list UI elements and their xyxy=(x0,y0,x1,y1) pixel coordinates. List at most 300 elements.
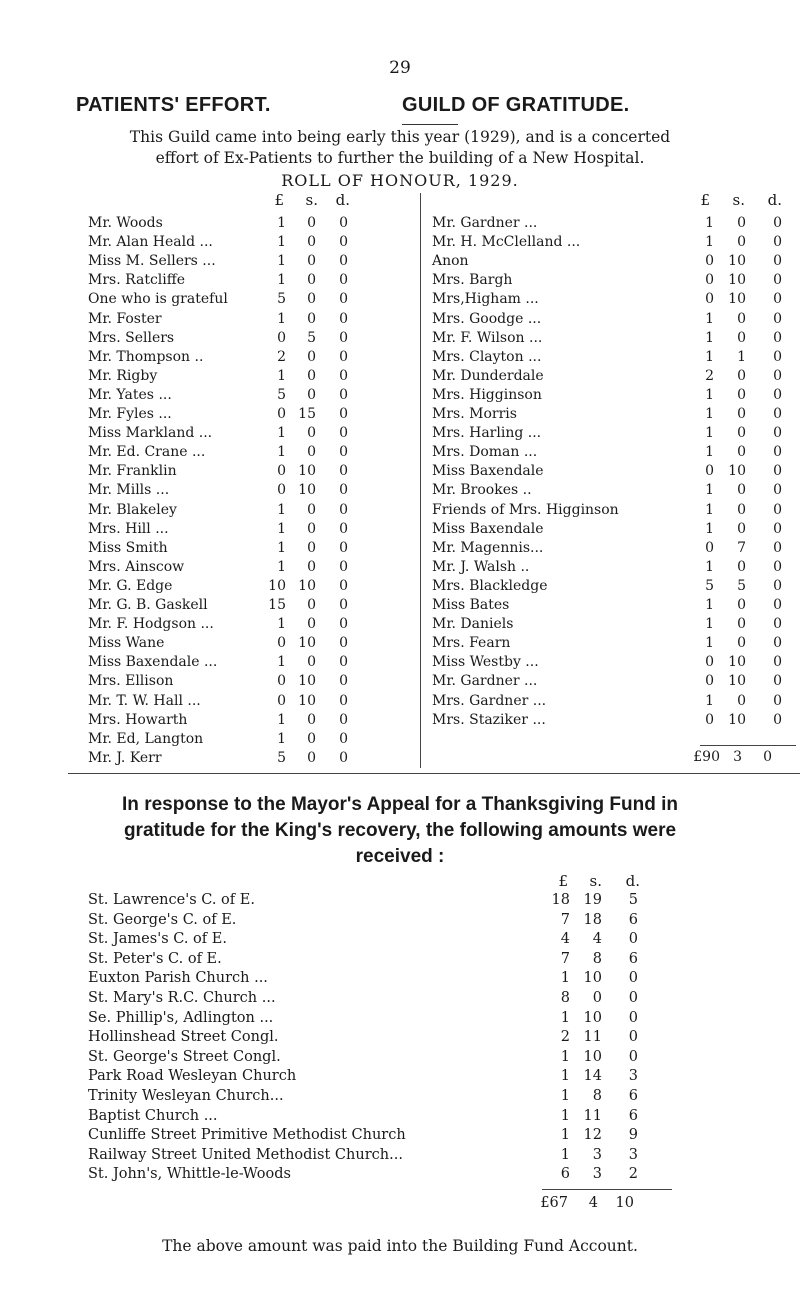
entry-pence: 0 xyxy=(339,692,348,709)
entry-pounds: 1 xyxy=(705,558,714,575)
entry-pence: 3 xyxy=(628,1068,638,1085)
entry-name: Mr. Foster xyxy=(88,310,162,327)
entry-pounds: 0 xyxy=(277,673,286,690)
appeal-total-rule xyxy=(542,1189,672,1190)
roll-entry xyxy=(432,671,796,691)
entry-pounds: 0 xyxy=(705,272,714,289)
entry-shillings: 4 xyxy=(592,931,602,948)
entry-name: Mrs. Higginson xyxy=(432,386,542,403)
entry-name: One who is grateful xyxy=(88,291,228,308)
entry-name: Mr. Ed. Crane ... xyxy=(88,444,206,461)
appeal-entry xyxy=(88,1086,648,1106)
shillings-header: s. xyxy=(732,191,745,209)
roll-entry xyxy=(432,691,796,711)
roll-entry xyxy=(432,633,796,653)
entry-pounds: 1 xyxy=(277,444,286,461)
entry-pence: 0 xyxy=(773,597,782,613)
entry-name: Mrs. Morris xyxy=(432,406,517,422)
entry-name: Mr. Rigby xyxy=(88,367,158,384)
entry-pounds: 0 xyxy=(277,329,286,346)
entry-shillings: 0 xyxy=(307,539,316,556)
entry-name: Mrs. Blackledge xyxy=(432,577,548,594)
entry-name: Mr. Brookes .. xyxy=(432,482,532,499)
entry-name: Mrs. Sellers xyxy=(88,329,175,346)
entry-pounds: 1 xyxy=(705,616,714,633)
entry-pence: 0 xyxy=(773,253,782,270)
entry-pence: 0 xyxy=(339,635,348,652)
entry-shillings: 0 xyxy=(307,367,316,384)
entry-name: Mrs. Harling ... xyxy=(432,425,542,442)
entry-pence: 0 xyxy=(339,310,348,327)
entry-name: St. George's C. of E. xyxy=(88,911,237,928)
entry-shillings: 10 xyxy=(728,272,746,289)
entry-pounds: 1 xyxy=(560,1127,570,1144)
entry-pounds: 0 xyxy=(705,654,714,671)
entry-pence: 0 xyxy=(773,482,782,499)
entry-pounds: 1 xyxy=(277,367,286,384)
entry-shillings: 0 xyxy=(737,367,746,384)
entry-shillings: 10 xyxy=(728,463,746,480)
entry-pence: 0 xyxy=(339,215,348,231)
entry-shillings: 0 xyxy=(307,730,316,747)
entry-pounds: 1 xyxy=(705,501,714,518)
roll-entry xyxy=(432,461,796,481)
roll-total-pounds: £90 xyxy=(693,749,720,765)
entry-shillings: 10 xyxy=(298,692,316,709)
entry-name: Anon xyxy=(432,253,469,270)
roll-entry xyxy=(432,595,796,615)
entry-pounds: 1 xyxy=(277,310,286,327)
entry-pence: 0 xyxy=(773,463,782,480)
roll-entry xyxy=(88,691,378,711)
entry-pounds: 1 xyxy=(277,654,286,671)
entry-pence: 5 xyxy=(628,892,638,908)
entry-pence: 0 xyxy=(773,329,782,346)
roll-entry xyxy=(88,729,378,749)
entry-shillings: 0 xyxy=(737,329,746,346)
entry-shillings: 0 xyxy=(307,597,316,613)
entry-shillings: 18 xyxy=(583,911,602,928)
entry-pence: 0 xyxy=(628,1048,638,1065)
entry-name: Mr. Magennis... xyxy=(432,539,544,556)
entry-pence: 0 xyxy=(773,310,782,327)
entry-pence: 0 xyxy=(773,673,782,690)
entry-pounds: 1 xyxy=(560,1146,570,1163)
entry-pounds: 5 xyxy=(277,291,286,308)
entry-shillings: 0 xyxy=(307,616,316,633)
entry-shillings: 3 xyxy=(592,1146,602,1163)
entry-name: Mr. Alan Heald ... xyxy=(88,234,213,251)
entry-shillings: 0 xyxy=(307,501,316,518)
entry-pounds: 10 xyxy=(268,577,286,594)
entry-pounds: 5 xyxy=(277,749,286,766)
entry-pounds: 1 xyxy=(277,730,286,747)
entry-pence: 0 xyxy=(339,558,348,575)
entry-name: Mr. J. Walsh .. xyxy=(432,558,530,575)
appeal-entry xyxy=(88,1027,648,1047)
entry-pounds: 15 xyxy=(268,597,286,613)
entry-pounds: 0 xyxy=(277,463,286,480)
entry-pounds: 0 xyxy=(277,692,286,709)
entry-pence: 0 xyxy=(628,931,638,948)
entry-pence: 0 xyxy=(339,520,348,537)
roll-entry xyxy=(432,442,796,462)
entry-shillings: 10 xyxy=(728,673,746,690)
entry-pounds: 0 xyxy=(705,253,714,270)
roll-entry xyxy=(432,652,796,672)
roll-entry xyxy=(432,289,796,309)
entry-name: Miss Smith xyxy=(88,539,168,556)
entry-shillings: 0 xyxy=(307,425,316,442)
entry-pounds: 0 xyxy=(705,539,714,556)
entry-pounds: 2 xyxy=(560,1029,570,1046)
appeal-total-pence: 10 xyxy=(615,1195,634,1211)
entry-shillings: 0 xyxy=(737,597,746,613)
appeal-entry xyxy=(88,890,648,910)
entry-pounds: 1 xyxy=(705,310,714,327)
column-divider xyxy=(420,193,421,768)
entry-name: Mrs. Doman ... xyxy=(432,444,538,461)
entry-name: Miss Baxendale ... xyxy=(88,654,218,671)
roll-entry xyxy=(432,423,796,443)
roll-entry xyxy=(88,652,378,672)
entry-pence: 0 xyxy=(339,367,348,384)
entry-pounds: 0 xyxy=(277,482,286,499)
roll-entry xyxy=(88,500,378,520)
entry-name: St. Peter's C. of E. xyxy=(88,950,222,967)
entry-pounds: 1 xyxy=(277,616,286,633)
entry-pounds: 1 xyxy=(705,597,714,613)
entry-name: Mr. F. Wilson ... xyxy=(432,329,543,346)
total-rule xyxy=(700,745,796,746)
entry-name: Mr. G. Edge xyxy=(88,577,173,594)
roll-entry xyxy=(88,232,378,252)
entry-shillings: 10 xyxy=(728,291,746,308)
entry-name: Mr. J. Kerr xyxy=(88,749,162,766)
entry-pounds: 1 xyxy=(560,1068,570,1085)
appeal-entry xyxy=(88,1164,648,1184)
entry-shillings: 0 xyxy=(737,386,746,403)
entry-shillings: 0 xyxy=(737,310,746,327)
entry-name: Park Road Wesleyan Church xyxy=(88,1068,297,1085)
entry-pounds: 1 xyxy=(277,711,286,728)
entry-pence: 0 xyxy=(628,990,638,1006)
entry-shillings: 3 xyxy=(592,1166,602,1183)
entry-pence: 0 xyxy=(339,654,348,671)
entry-pence: 0 xyxy=(773,234,782,251)
roll-entry xyxy=(88,347,378,367)
entry-name: Se. Phillip's, Adlington ... xyxy=(88,1009,274,1026)
roll-entry xyxy=(432,347,796,367)
page-number: 29 xyxy=(389,58,411,78)
entry-name: Mrs. Goodge ... xyxy=(432,310,542,327)
entry-name: Mrs. Clayton ... xyxy=(432,348,542,365)
entry-name: Railway Street United Methodist Church... xyxy=(88,1146,403,1163)
entry-name: Mrs. Ratcliffe xyxy=(88,272,185,289)
entry-pounds: 5 xyxy=(705,577,714,594)
entry-pounds: 1 xyxy=(705,348,714,365)
roll-entry xyxy=(88,538,378,558)
entry-shillings: 10 xyxy=(728,711,746,728)
entry-name: Miss M. Sellers ... xyxy=(88,253,216,270)
entry-shillings: 0 xyxy=(307,291,316,308)
roll-entry xyxy=(88,213,378,233)
entry-name: Mrs. Staziker ... xyxy=(432,711,546,728)
roll-entry xyxy=(432,519,796,539)
entry-pounds: 2 xyxy=(277,348,286,365)
appeal-heading xyxy=(0,792,800,870)
roll-entry xyxy=(88,423,378,443)
entry-name: Mr. Daniels xyxy=(432,616,514,633)
entry-shillings: 12 xyxy=(583,1127,602,1144)
roll-entry xyxy=(432,538,796,558)
entry-pounds: 1 xyxy=(277,272,286,289)
entry-name: Mr. Thompson .. xyxy=(88,348,204,365)
appeal-entry xyxy=(88,1125,648,1145)
entry-shillings: 0 xyxy=(737,406,746,422)
entry-name: Mr. Fyles ... xyxy=(88,406,172,422)
appeal-entry xyxy=(88,929,648,949)
entry-pounds: 1 xyxy=(560,1107,570,1124)
entry-pence: 6 xyxy=(628,911,638,928)
roll-of-honour-title: ROLL OF HONOUR, 1929. xyxy=(281,171,519,190)
entry-pounds: 1 xyxy=(705,234,714,251)
entry-name: St. John's, Whittle-le-Woods xyxy=(88,1166,291,1183)
entry-pence: 0 xyxy=(339,711,348,728)
entry-pounds: 1 xyxy=(560,1048,570,1065)
roll-entry xyxy=(432,404,796,424)
entry-pence: 3 xyxy=(628,1146,638,1163)
entry-shillings: 0 xyxy=(307,654,316,671)
entry-pence: 0 xyxy=(773,558,782,575)
entry-pence: 0 xyxy=(773,577,782,594)
entry-shillings: 1 xyxy=(737,348,746,365)
roll-entry xyxy=(432,710,796,730)
entry-pence: 0 xyxy=(339,597,348,613)
roll-entry xyxy=(88,442,378,462)
entry-shillings: 0 xyxy=(592,990,602,1006)
entry-shillings: 5 xyxy=(737,577,746,594)
entry-shillings: 0 xyxy=(307,253,316,270)
entry-name: Mr. G. B. Gaskell xyxy=(88,597,208,613)
entry-shillings: 0 xyxy=(737,635,746,652)
roll-entry xyxy=(88,480,378,500)
entry-pence: 9 xyxy=(628,1127,638,1144)
entry-pence: 0 xyxy=(339,272,348,289)
entry-pence: 0 xyxy=(773,215,782,231)
entry-name: Mr. Mills ... xyxy=(88,482,170,499)
pence-header: d. xyxy=(625,872,640,890)
entry-pence: 0 xyxy=(339,749,348,766)
entry-pence: 0 xyxy=(773,711,782,728)
entry-name: Mrs. Ellison xyxy=(88,673,174,690)
entry-pence: 0 xyxy=(339,501,348,518)
entry-pence: 0 xyxy=(773,386,782,403)
heading-rule xyxy=(402,124,458,125)
entry-pence: 0 xyxy=(773,367,782,384)
entry-pounds: 1 xyxy=(560,1009,570,1026)
entry-name: Mr. Gardner ... xyxy=(432,673,538,690)
entry-name: Mr. Woods xyxy=(88,215,163,231)
entry-shillings: 0 xyxy=(307,272,316,289)
roll-entry xyxy=(88,366,378,386)
pence-header: d. xyxy=(767,191,782,209)
entry-shillings: 0 xyxy=(737,692,746,709)
pounds-header: £ xyxy=(274,191,284,209)
roll-entry xyxy=(88,633,378,653)
entry-shillings: 0 xyxy=(737,616,746,633)
roll-entry xyxy=(432,251,796,271)
entry-pence: 0 xyxy=(339,329,348,346)
entry-pence: 0 xyxy=(773,635,782,652)
entry-pounds: 4 xyxy=(560,931,570,948)
entry-pounds: 1 xyxy=(277,215,286,231)
entry-pounds: 18 xyxy=(551,892,570,908)
appeal-entry xyxy=(88,910,648,930)
entry-name: Mrs. Hill ... xyxy=(88,520,169,537)
entry-pounds: 1 xyxy=(705,520,714,537)
appeal-entry xyxy=(88,988,648,1008)
entry-shillings: 10 xyxy=(298,673,316,690)
entry-pence: 0 xyxy=(339,673,348,690)
entry-pounds: 1 xyxy=(277,501,286,518)
appeal-heading-line: gratitude for the King's recovery, the following amounts were xyxy=(123,820,677,841)
entry-shillings: 0 xyxy=(737,501,746,518)
roll-entry xyxy=(432,576,796,596)
entry-name: Miss Baxendale xyxy=(432,463,544,480)
roll-entry xyxy=(88,309,378,329)
roll-entry xyxy=(432,309,796,329)
entry-pounds: 1 xyxy=(277,234,286,251)
pounds-header: £ xyxy=(558,872,568,890)
entry-shillings: 10 xyxy=(583,970,602,987)
entry-pence: 0 xyxy=(339,425,348,442)
entry-pence: 0 xyxy=(339,616,348,633)
entry-pounds: 1 xyxy=(705,425,714,442)
entry-pounds: 1 xyxy=(560,1088,570,1104)
entry-pence: 0 xyxy=(628,1029,638,1046)
entry-shillings: 19 xyxy=(583,892,602,908)
entry-name: Miss Westby ... xyxy=(432,654,539,671)
entry-name: Cunliffe Street Primitive Methodist Church xyxy=(88,1127,406,1144)
roll-entry xyxy=(432,614,796,634)
entry-shillings: 7 xyxy=(737,539,746,556)
appeal-entry xyxy=(88,1106,648,1126)
roll-entry xyxy=(88,251,378,271)
roll-entry xyxy=(432,328,796,348)
entry-name: Mr. Franklin xyxy=(88,463,177,480)
appeal-heading-line: received : xyxy=(355,846,445,867)
entry-shillings: 0 xyxy=(737,444,746,461)
roll-entry xyxy=(88,671,378,691)
roll-total-shillings: 3 xyxy=(733,749,742,765)
entry-shillings: 5 xyxy=(307,329,316,346)
entry-name: Mr. F. Hodgson ... xyxy=(88,616,214,633)
entry-shillings: 0 xyxy=(307,348,316,365)
entry-name: St. Mary's R.C. Church ... xyxy=(88,990,276,1006)
entry-pence: 0 xyxy=(339,386,348,403)
entry-name: Miss Baxendale xyxy=(432,520,544,537)
entry-pence: 0 xyxy=(773,272,782,289)
roll-total-pence: 0 xyxy=(763,749,772,765)
entry-shillings: 14 xyxy=(583,1068,602,1085)
entry-shillings: 0 xyxy=(307,215,316,231)
entry-name: Miss Markland ... xyxy=(88,425,213,442)
entry-pounds: 1 xyxy=(705,329,714,346)
entry-pence: 0 xyxy=(773,539,782,556)
entry-pounds: 0 xyxy=(705,463,714,480)
entry-name: Mr. T. W. Hall ... xyxy=(88,692,201,709)
entry-name: Miss Wane xyxy=(88,635,165,652)
entry-pounds: 1 xyxy=(705,215,714,231)
entry-shillings: 10 xyxy=(298,577,316,594)
roll-entry xyxy=(432,557,796,577)
entry-shillings: 11 xyxy=(583,1107,602,1124)
entry-pence: 0 xyxy=(628,970,638,987)
roll-entry xyxy=(88,461,378,481)
entry-shillings: 10 xyxy=(298,635,316,652)
entry-pence: 0 xyxy=(339,234,348,251)
entry-shillings: 15 xyxy=(298,406,316,422)
entry-shillings: 0 xyxy=(307,558,316,575)
entry-pence: 0 xyxy=(773,501,782,518)
roll-entry xyxy=(88,289,378,309)
entry-name: Mr. Gardner ... xyxy=(432,215,538,231)
roll-entry xyxy=(88,385,378,405)
entry-pounds: 0 xyxy=(705,673,714,690)
heading-guild-of-gratitude: GUILD OF GRATITUDE. xyxy=(402,94,630,116)
roll-entry xyxy=(432,500,796,520)
entry-name: Trinity Wesleyan Church... xyxy=(88,1088,284,1104)
entry-pence: 0 xyxy=(339,577,348,594)
entry-name: Mr. H. McClelland ... xyxy=(432,234,581,251)
entry-shillings: 10 xyxy=(298,482,316,499)
roll-entry xyxy=(88,270,378,290)
entry-pounds: 5 xyxy=(277,386,286,403)
heading-patients-effort: PATIENTS' EFFORT. xyxy=(76,94,271,116)
entry-pounds: 1 xyxy=(277,539,286,556)
entry-shillings: 10 xyxy=(583,1009,602,1026)
footer-note: The above amount was paid into the Building Fund Account. xyxy=(162,1237,638,1255)
appeal-entry xyxy=(88,949,648,969)
entry-shillings: 0 xyxy=(307,711,316,728)
entry-pence: 0 xyxy=(339,348,348,365)
entry-shillings: 0 xyxy=(737,558,746,575)
appeal-entry xyxy=(88,1145,648,1165)
entry-shillings: 8 xyxy=(592,1088,602,1104)
entry-pence: 2 xyxy=(628,1166,638,1183)
entry-name: St. James's C. of E. xyxy=(88,931,227,948)
entry-pounds: 8 xyxy=(560,990,570,1006)
entry-shillings: 0 xyxy=(307,234,316,251)
entry-name: Miss Bates xyxy=(432,597,510,613)
entry-pounds: 2 xyxy=(705,367,714,384)
entry-name: Mrs. Bargh xyxy=(432,272,513,289)
entry-shillings: 0 xyxy=(307,520,316,537)
entry-name: Mr. Yates ... xyxy=(88,386,172,403)
entry-pence: 0 xyxy=(339,291,348,308)
entry-pence: 6 xyxy=(628,950,638,967)
roll-entry xyxy=(88,328,378,348)
entry-pounds: 1 xyxy=(277,425,286,442)
entry-pence: 0 xyxy=(773,406,782,422)
roll-entry xyxy=(432,480,796,500)
entry-shillings: 0 xyxy=(737,215,746,231)
entry-pence: 6 xyxy=(628,1088,638,1104)
appeal-total-pounds: £67 xyxy=(540,1195,568,1211)
pounds-header: £ xyxy=(700,191,710,209)
entry-pounds: 1 xyxy=(705,635,714,652)
